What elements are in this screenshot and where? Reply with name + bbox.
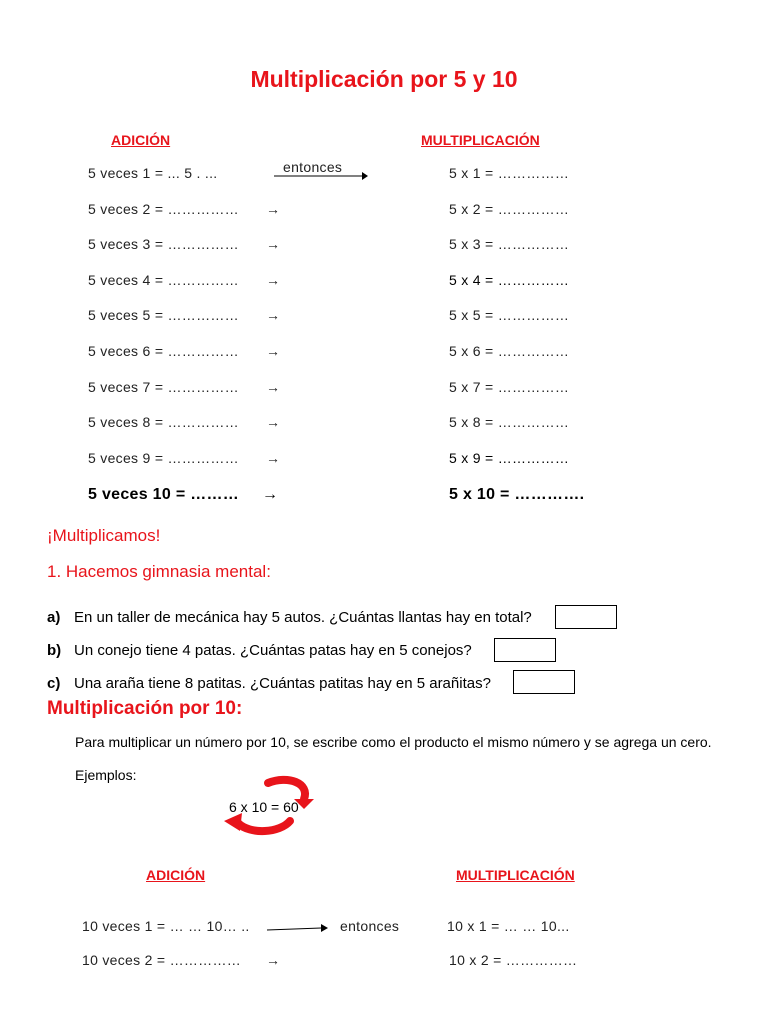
entonces-label-2: entonces [340, 918, 400, 934]
entonces-arrow-icon [265, 923, 331, 935]
arrow-icon: → [266, 307, 281, 323]
section10-title: Multiplicación por 10: [47, 698, 243, 719]
mult-row-9: 5 x 9 = …………… [449, 450, 570, 466]
arrow-icon: → [266, 414, 281, 430]
add10-row-1: 10 veces 1 = … … 10… .. [82, 918, 250, 934]
add-row-4: 5 veces 4 = …………… [88, 272, 239, 288]
add-row-3: 5 veces 3 = …………… [88, 236, 239, 252]
page-title: Multiplicación por 5 y 10 [250, 66, 518, 92]
question-a: En un taller de mecánica hay 5 autos. ¿Cuántas llantas hay en total? [74, 609, 532, 626]
multiplicacion-header: MULTIPLICACIÓN [421, 132, 540, 148]
question-c: Una araña tiene 8 patitas. ¿Cuántas patitas hay en 5 arañitas? [74, 675, 491, 692]
answer-box-a[interactable] [555, 605, 617, 629]
arrow-icon: → [266, 379, 281, 395]
add-row-5: 5 veces 5 = …………… [88, 307, 239, 323]
arrow-icon: → [266, 450, 281, 466]
adicion-header: ADICIÓN [111, 132, 171, 148]
add-row-2: 5 veces 2 = …………… [88, 201, 239, 217]
question-letter: a) [47, 609, 61, 626]
arrow-icon: → [266, 272, 281, 288]
answer-box-b[interactable] [494, 638, 556, 662]
section10-text: Para multiplicar un número por 10, se escribe como el producto el mismo número y se agrega un cero. [75, 734, 712, 750]
add-row-7: 5 veces 7 = …………… [88, 379, 239, 395]
multiplicacion-header-2: MULTIPLICACIÓN [456, 867, 575, 883]
adicion-header-2: ADICIÓN [146, 867, 206, 883]
ejemplos-label: Ejemplos: [75, 767, 137, 783]
mult-row-6: 5 x 6 = …………… [449, 343, 570, 359]
question-letter: c) [47, 675, 61, 692]
mult-row-3: 5 x 3 = …………… [449, 236, 570, 252]
gimnasia-heading: 1. Hacemos gimnasia mental: [47, 562, 271, 581]
entonces-label: entonces [283, 159, 343, 175]
add-row-6: 5 veces 6 = …………… [88, 343, 239, 359]
mult10-row-1: 10 x 1 = … … 10... [447, 918, 570, 934]
mult-row-1: 5 x 1 = …………… [449, 165, 570, 181]
mult-row-8: 5 x 8 = …………… [449, 414, 570, 430]
answer-box-c[interactable] [513, 670, 575, 694]
arrow-icon: → [266, 343, 281, 359]
arrow-icon: → [262, 486, 279, 503]
add-row-10: 5 veces 10 = ……… [88, 486, 240, 503]
example-equation: 6 x 10 = 60 [229, 799, 299, 815]
mult-row-10: 5 x 10 = …………. [449, 486, 585, 503]
question-b: Un conejo tiene 4 patas. ¿Cuántas patas hay en 5 conejos? [74, 642, 472, 659]
mult-row-2: 5 x 2 = …………… [449, 201, 570, 217]
mult-row-5: 5 x 5 = …………… [449, 307, 570, 323]
entonces-arrow-icon [272, 170, 372, 182]
add-row-8: 5 veces 8 = …………… [88, 414, 239, 430]
mult-row-4: 5 x 4 = …………… [449, 272, 570, 288]
mult-row-7: 5 x 7 = …………… [449, 379, 570, 395]
mult10-row-2: 10 x 2 = …………… [449, 952, 578, 968]
arrow-icon: → [266, 201, 281, 217]
arrow-icon: → [266, 236, 281, 252]
add-row-9: 5 veces 9 = …………… [88, 450, 239, 466]
add-row-1: 5 veces 1 = ... 5 . ... [88, 165, 218, 181]
arrow-icon: → [266, 952, 281, 968]
multiplicamos-heading: ¡Multiplicamos! [47, 526, 161, 545]
add10-row-2: 10 veces 2 = …………… [82, 952, 242, 968]
question-letter: b) [47, 642, 62, 659]
